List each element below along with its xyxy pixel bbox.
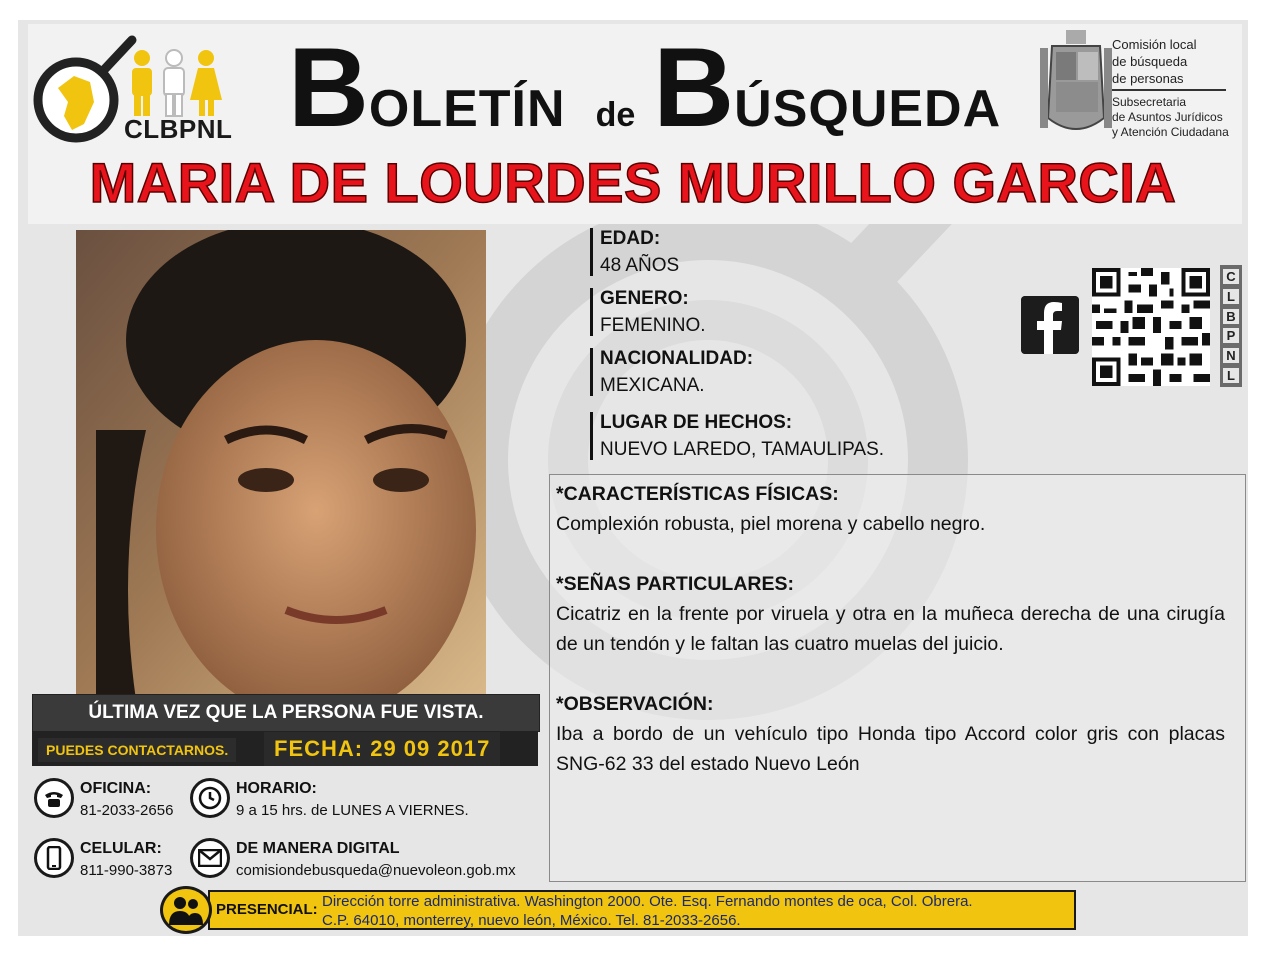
contact-us-label: PUEDES CONTACTARNOS. xyxy=(38,738,236,762)
celular-label: CELULAR: xyxy=(80,840,162,857)
org-sub-2: de Asuntos Jurídicos xyxy=(1112,110,1223,124)
clbpnl-logo xyxy=(28,28,238,158)
info-lugar xyxy=(590,410,884,464)
title-letter-b2: B xyxy=(653,25,735,150)
digital-label: DE MANERA DIGITAL xyxy=(236,840,400,857)
caracteristicas-label: *CARACTERÍSTICAS FÍSICAS: xyxy=(556,483,839,505)
qr-code-icon[interactable] xyxy=(1092,268,1210,386)
clbpnl-vertical-logo xyxy=(1220,265,1242,387)
edad-value: 48 AÑOS xyxy=(600,255,680,276)
lugar-label: LUGAR DE HECHOS: xyxy=(600,412,793,433)
horario-label: HORARIO: xyxy=(236,780,317,797)
celular-phone[interactable]: 811-990-3873 xyxy=(80,862,173,879)
clock-icon xyxy=(190,778,230,818)
address-line-1: Dirección torre administrativa. Washington 2000. Ote. Esq. Fernando montes de oca, Col. Obrera. xyxy=(322,893,973,910)
observacion-label: *OBSERVACIÓN: xyxy=(556,693,714,715)
genero-value: FEMENINO. xyxy=(600,315,706,336)
caracteristicas-text: Complexión robusta, piel morena y cabello negro. xyxy=(556,513,986,535)
last-seen-banner: ÚLTIMA VEZ QUE LA PERSONA FUE VISTA. xyxy=(32,694,540,732)
presencial-address xyxy=(322,890,1072,930)
bulletin-title xyxy=(288,25,1002,150)
org-line-3: de personas xyxy=(1112,71,1184,86)
senas-label: *SEÑAS PARTICULARES: xyxy=(556,573,794,595)
description-box xyxy=(549,474,1246,882)
lugar-value: NUEVO LAREDO, TAMAULIPAS. xyxy=(600,439,885,460)
oficina-label: OFICINA: xyxy=(80,780,152,797)
title-word-1: OLETÍN xyxy=(368,80,566,138)
side-letter: N xyxy=(1223,348,1239,363)
title-word-2: ÚSQUEDA xyxy=(734,80,1002,138)
side-letter: B xyxy=(1223,309,1239,324)
address-line-2: C.P. 64010, monterrey, nuevo león, México. Tel. 81-2033-2656. xyxy=(322,912,741,929)
org-sub-3: y Atención Ciudadana xyxy=(1112,125,1229,139)
email-link[interactable]: comisiondebusqueda@nuevoleon.gob.mx xyxy=(236,862,516,879)
person-name: MARIA DE LOURDES MURILLO GARCIA xyxy=(89,151,1177,214)
org-divider xyxy=(1112,89,1226,91)
person-photo xyxy=(76,230,486,700)
logo-text: CLBPNL xyxy=(124,114,233,144)
facebook-icon[interactable] xyxy=(1021,296,1079,354)
info-bar xyxy=(590,412,593,460)
org-name xyxy=(1112,36,1229,140)
phone-icon xyxy=(34,778,74,818)
info-bar xyxy=(590,288,593,336)
contact-date-row xyxy=(32,732,538,766)
mobile-phone-icon xyxy=(34,838,74,878)
oficina-phone[interactable]: 81-2033-2656 xyxy=(80,802,174,819)
side-letter: P xyxy=(1223,328,1239,343)
title-de: de xyxy=(595,96,636,134)
org-sub-1: Subsecretaria xyxy=(1112,95,1187,109)
info-edad xyxy=(590,226,679,280)
side-letter: C xyxy=(1223,269,1239,284)
info-bar xyxy=(590,228,593,276)
info-nacionalidad xyxy=(590,346,753,400)
date-label: FECHA: 29 09 2017 xyxy=(264,732,500,766)
nacionalidad-value: MEXICANA. xyxy=(600,375,705,396)
nacionalidad-label: NACIONALIDAD: xyxy=(600,348,754,369)
horario-value: 9 a 15 hrs. de LUNES A VIERNES. xyxy=(236,802,469,819)
edad-label: EDAD: xyxy=(600,228,661,249)
org-line-2: de búsqueda xyxy=(1112,54,1188,69)
email-icon xyxy=(190,838,230,878)
bulletin xyxy=(18,20,1248,936)
presencial-bar xyxy=(160,886,1080,934)
title-letter-b1: B xyxy=(288,25,369,150)
info-bar xyxy=(590,348,593,396)
side-letter: L xyxy=(1223,289,1239,304)
side-letter: L xyxy=(1223,368,1239,383)
senas-text: Cicatriz en la frente por viruela y otra en la muñeca derecha de una cirugía de un tendón y le faltan las cuatro muelas del juicio. xyxy=(556,603,1225,655)
presencial-label: PRESENCIAL: xyxy=(216,901,318,918)
people-icon xyxy=(160,886,212,934)
genero-label: GENERO: xyxy=(600,288,689,309)
org-line-1: Comisión local xyxy=(1112,37,1197,52)
observacion-text: Iba a bordo de un vehículo tipo Honda tipo Accord color gris con placas SNG-62 33 del estado Nuevo León xyxy=(556,723,1225,775)
info-genero xyxy=(590,286,706,340)
